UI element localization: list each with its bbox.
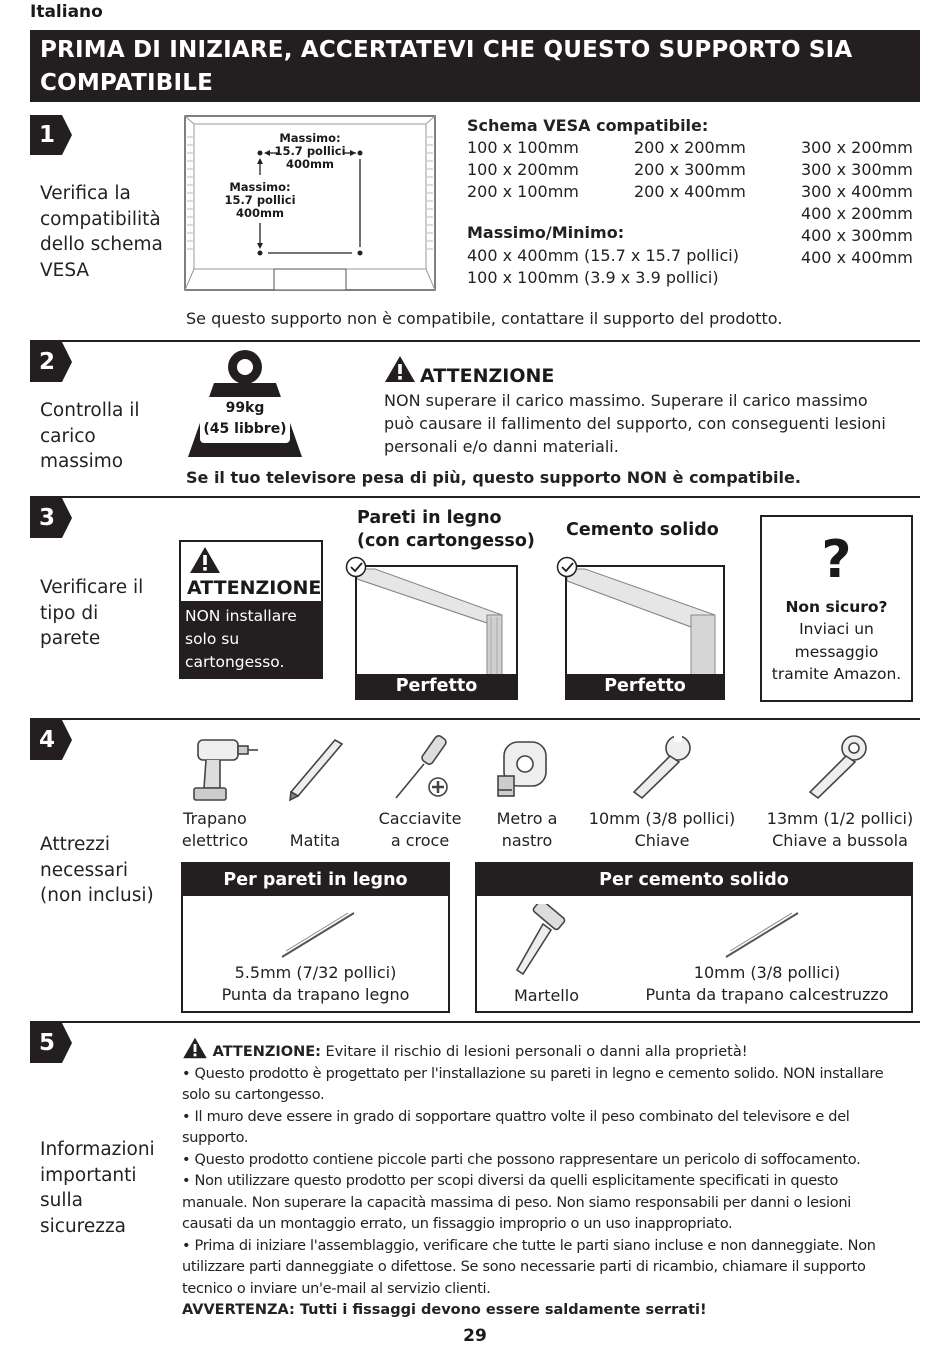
pencil-icon [290,740,342,800]
compatibility-note: Se questo supporto non è compatibile, contattare il supporto del prodotto. [186,309,783,328]
concrete-wall-icon [567,567,723,675]
wrench-10mm-icon [634,734,690,798]
concrete-tools-box: Per cemento solido Martello 10mm (3/8 pollici) Punta da trapano calcestruzzo [475,862,913,1013]
step-5-badge: 5 [30,1023,74,1063]
question-mark-icon: ? [821,530,852,590]
final-warning: AVVERTENZA: Tutti i fissaggi devono essere saldamente serrati! [182,1302,707,1318]
check-icon [556,556,578,578]
divider [30,718,920,720]
vesa-diagram: Massimo: 15.7 pollici 400mm Massimo: 15.7 pollici 400mm [184,115,436,291]
divider [30,496,920,498]
tool-label-tape-measure: Metro a nastro [496,809,558,850]
concrete-wall-status: Perfetto [567,674,723,698]
wood-wall-card [355,565,518,700]
step-5-label: Informazioni importanti sulla sicurezza [40,1139,155,1237]
concrete-wall-title: Cemento solido [566,520,719,540]
wood-wall-icon [357,567,516,675]
maxmin-title: Massimo/Minimo: [467,223,625,242]
drywall-warning-box: ATTENZIONE NON installare solo su cartongesso. [179,540,323,679]
wood-tools-box: Per pareti in legno 5.5mm (7/32 pollici) Punta da trapano legno [181,862,450,1013]
phillips-screwdriver-icon [396,734,448,798]
maxmin-values: 400 x 400mm (15.7 x 15.7 pollici) 100 x 100mm (3.9 x 3.9 pollici) [467,246,739,287]
language-label: Italiano [30,2,103,22]
socket-wrench-13mm-icon [810,736,866,798]
warning-icon [182,1037,208,1059]
tape-measure-icon [498,742,546,796]
step-4-badge: 4 [30,720,74,760]
page-number: 29 [463,1326,487,1346]
vesa-col-2: 200 x 200mm 200 x 300mm 200 x 400mm [634,138,746,201]
safety-list: • Questo prodotto è progettato per l'installazione su pareti in legno e cemento solido. NON installare solo su cartongesso. • Il muro deve essere in grado di sopportare quattro volte il peso combinato del televisore e del supporto. • Questo prodotto contiene piccole parti che possono rappresentare un pericolo di soffocamento. • Non utilizzare questo prodotto per scopi diversi da quelli esplicitamente specificati in questo manuale. Non superare la capacità massima di peso. Non siamo responsabili per danni o lesioni causati da un montaggio errato, un fissaggio improprio o un uso inappropriato. • Prima di iniziare l'assemblaggio, verificare che tutte le parti siano incluse e non danneggiate. Non utilizzare parti danneggiate o difettose. Se sono necessarie parti di ricambio, chiamare il supporto tecnico o inviare un'e-mail al servizio clienti. [182,1065,884,1297]
vesa-col-3: 300 x 200mm 300 x 300mm 300 x 400mm 400 x 200mm 400 x 300mm 400 x 400mm [801,138,913,267]
weight-icon: 99kg (45 libbre) [186,347,304,459]
warning-icon [384,355,420,385]
wood-wall-title: Pareti in legno (con cartongesso) [357,508,535,551]
safety-info: ATTENZIONE: Evitare il rischio di lesioni personali o danni alla proprietà! • Questo prodotto è progettato per l'installazione su pareti in legno e cemento solido. NON installare solo su cartongesso. • Il muro deve essere in grado di sopportare quattro volte il peso combinato del televisore e del supporto. • Questo prodotto contiene piccole parti che possono rappresentare un pericolo di soffocamento. • Non utilizzare questo prodotto per scopi diversi da quelli esplicitamente specificati in questo manuale. Non superare la capacità massima di peso. Non siamo responsabili per danni o lesioni causati da un montaggio errato, un fissaggio improprio o un uso inappropriato. • Prima di iniziare l'assemblaggio, verificare che tutte le parti siano incluse e non danneggiate. Non utilizzare parti danneggiate o difettose. Se sono necessarie parti di ricambio, chiamare il supporto tecnico o inviare un'e-mail al servizio clienti. AVVERTENZA: Tutti i fissaggi devono essere saldamente serrati! [182,1037,922,1322]
step-1-label: Verifica la compatibilità dello schema VESA [40,183,163,281]
tool-icons-row [180,730,925,805]
vesa-col-1: 100 x 100mm 100 x 200mm 200 x 100mm [467,138,579,201]
step-4-label: Attrezzi necessari (non inclusi) [40,834,154,906]
divider [30,340,920,342]
divider [30,1021,920,1023]
warning-text: NON superare il carico massimo. Superare il carico massimo può causare il fallimento del supporto, con conseguenti lesioni personali e/o danni materiali. [384,391,886,456]
step-3-label: Verificare il tipo di parete [40,577,144,649]
check-icon [345,556,367,578]
vesa-title: Schema VESA compatibile: [467,116,709,135]
hammer-icon [513,904,573,980]
warning-icon [189,546,221,574]
step-1-badge: 1 [30,115,74,155]
weight-note: Se il tuo televisore pesa di più, questo supporto NON è compatibile. [186,468,801,487]
page-title: PRIMA DI INIZIARE, ACCERTATEVI CHE QUESTO SUPPORTO SIA COMPATIBILE [30,30,920,102]
concrete-wall-card [565,565,725,700]
tool-label-pencil: Matita [289,831,341,850]
warning-title: ATTENZIONE [420,365,555,387]
concrete-drill-bit-icon [722,909,802,961]
tool-label-screwdriver: Cacciavite a croce [378,809,462,850]
step-3-badge: 3 [30,498,74,538]
tool-label-wrench-10mm: 10mm (3/8 pollici) Chiave [588,809,736,850]
tool-label-drill: Trapano elettrico [181,809,249,850]
wood-drill-bit-icon [278,909,358,961]
step-2-label: Controlla il carico massimo [40,400,140,472]
tool-label-socket-wrench-13mm: 13mm (1/2 pollici) Chiave a bussola [766,809,914,850]
wood-wall-status: Perfetto [357,674,516,698]
unsure-box: ? Non sicuro? Inviaci un messaggio tramite Amazon. [760,515,913,702]
power-drill-icon [194,740,258,800]
step-2-badge: 2 [30,342,74,382]
